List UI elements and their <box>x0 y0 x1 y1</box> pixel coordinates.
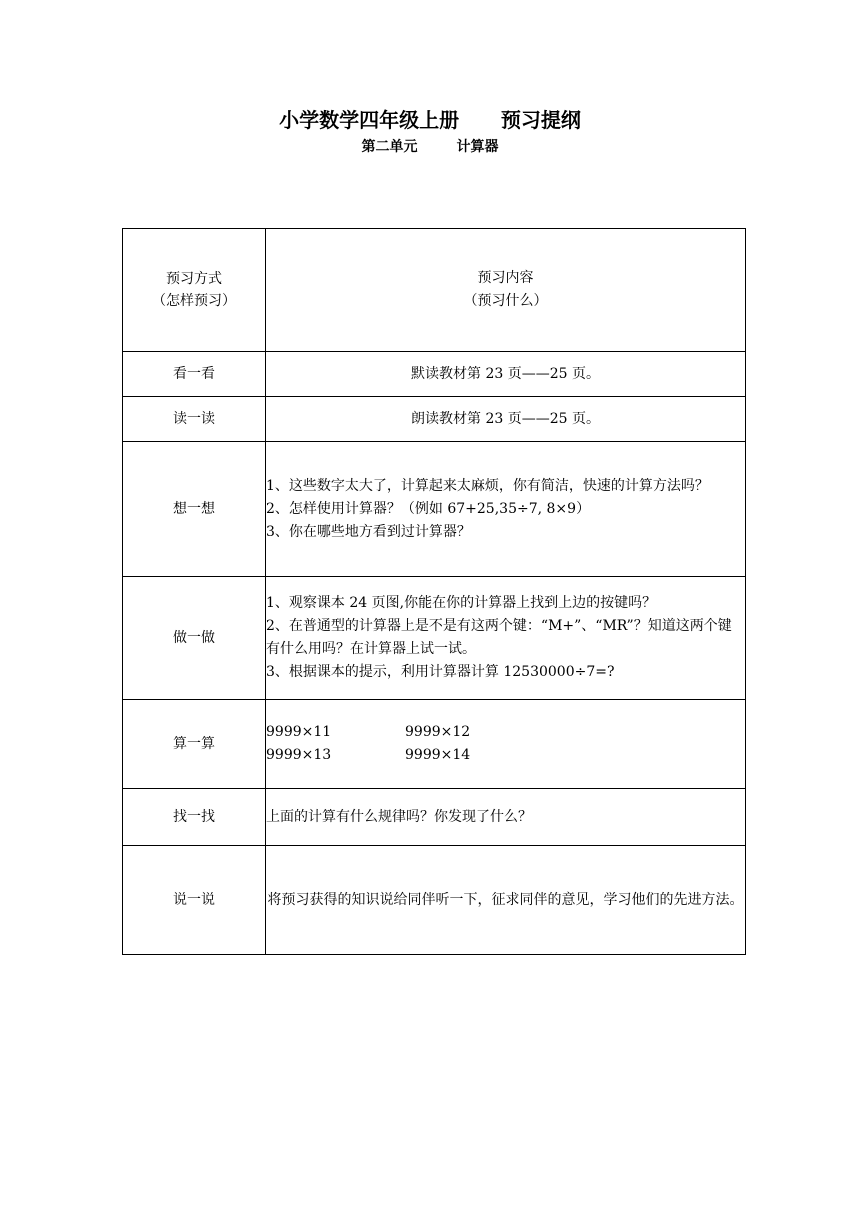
content-line: 默读教材第 23 页——25 页。 <box>411 365 600 382</box>
calc-expression: 9999×13 <box>266 747 332 763</box>
content-cell <box>266 442 746 577</box>
content-line: 2、怎样使用计算器？（例如 67+25,35÷7, 8×9） <box>266 500 591 517</box>
content-line: 2、在普通型的计算器上是不是有这两个键：“M+”、“MR”？知道这两个键有什么用吗？在计算器上试一试。 <box>266 618 732 657</box>
content-line: 1、这些数字太大了，计算起来太麻烦，你有简洁，快速的计算方法吗？ <box>266 477 709 494</box>
content-cell <box>266 397 746 442</box>
method-cell: 读一读 <box>123 397 266 442</box>
calc-expression: 9999×14 <box>405 747 471 763</box>
method-cell: 看一看 <box>123 352 266 397</box>
method-cell: 找一找 <box>123 789 266 846</box>
content-line: 上面的计算有什么规律吗？你发现了什么？ <box>266 808 532 825</box>
content-cell <box>266 352 746 397</box>
table-row <box>123 700 746 789</box>
method-cell: 算一算 <box>123 700 266 789</box>
content-header-cell <box>266 229 746 352</box>
method-header-sublabel: （怎样预习） <box>152 293 236 309</box>
content-cell <box>266 789 746 846</box>
calc-expression: 9999×11 <box>266 724 332 740</box>
table-row <box>123 397 746 442</box>
method-header-label: 预习方式 <box>166 271 222 287</box>
method-header-cell <box>123 229 266 352</box>
method-cell: 说一说 <box>123 846 266 955</box>
content-header-label: 预习内容 <box>477 270 534 286</box>
content-line: 将预习获得的知识说给同伴听一下，征求同伴的意见，学习他们的先进方法。 <box>267 891 744 908</box>
table-row <box>123 352 746 397</box>
calc-line <box>266 721 745 744</box>
table-row <box>123 577 746 700</box>
table-row <box>123 442 746 577</box>
content-cell <box>266 577 746 700</box>
content-cell <box>266 846 746 955</box>
content-line: 朗读教材第 23 页——25 页。 <box>411 410 600 427</box>
unit-subtitle: 第二单元 计算器 <box>361 139 499 155</box>
page-title: 小学数学四年级上册 预习提纲 <box>279 108 581 132</box>
method-cell: 想一想 <box>123 442 266 577</box>
calc-expression: 9999×12 <box>405 724 471 740</box>
method-cell: 做一做 <box>123 577 266 700</box>
content-cell <box>266 700 746 789</box>
content-header-sublabel: （预习什么） <box>463 293 548 309</box>
content-line: 3、你在哪些地方看到过计算器？ <box>266 523 471 540</box>
preview-outline-table <box>122 228 746 955</box>
table-row <box>123 789 746 846</box>
table-header-row <box>123 229 746 352</box>
table-row <box>123 846 746 955</box>
content-line: 3、根据课本的提示，利用计算器计算 12530000÷7=? <box>266 664 615 680</box>
content-line: 1、观察课本 24 页图,你能在你的计算器上找到上边的按键吗？ <box>266 595 657 611</box>
calc-line <box>266 744 745 767</box>
